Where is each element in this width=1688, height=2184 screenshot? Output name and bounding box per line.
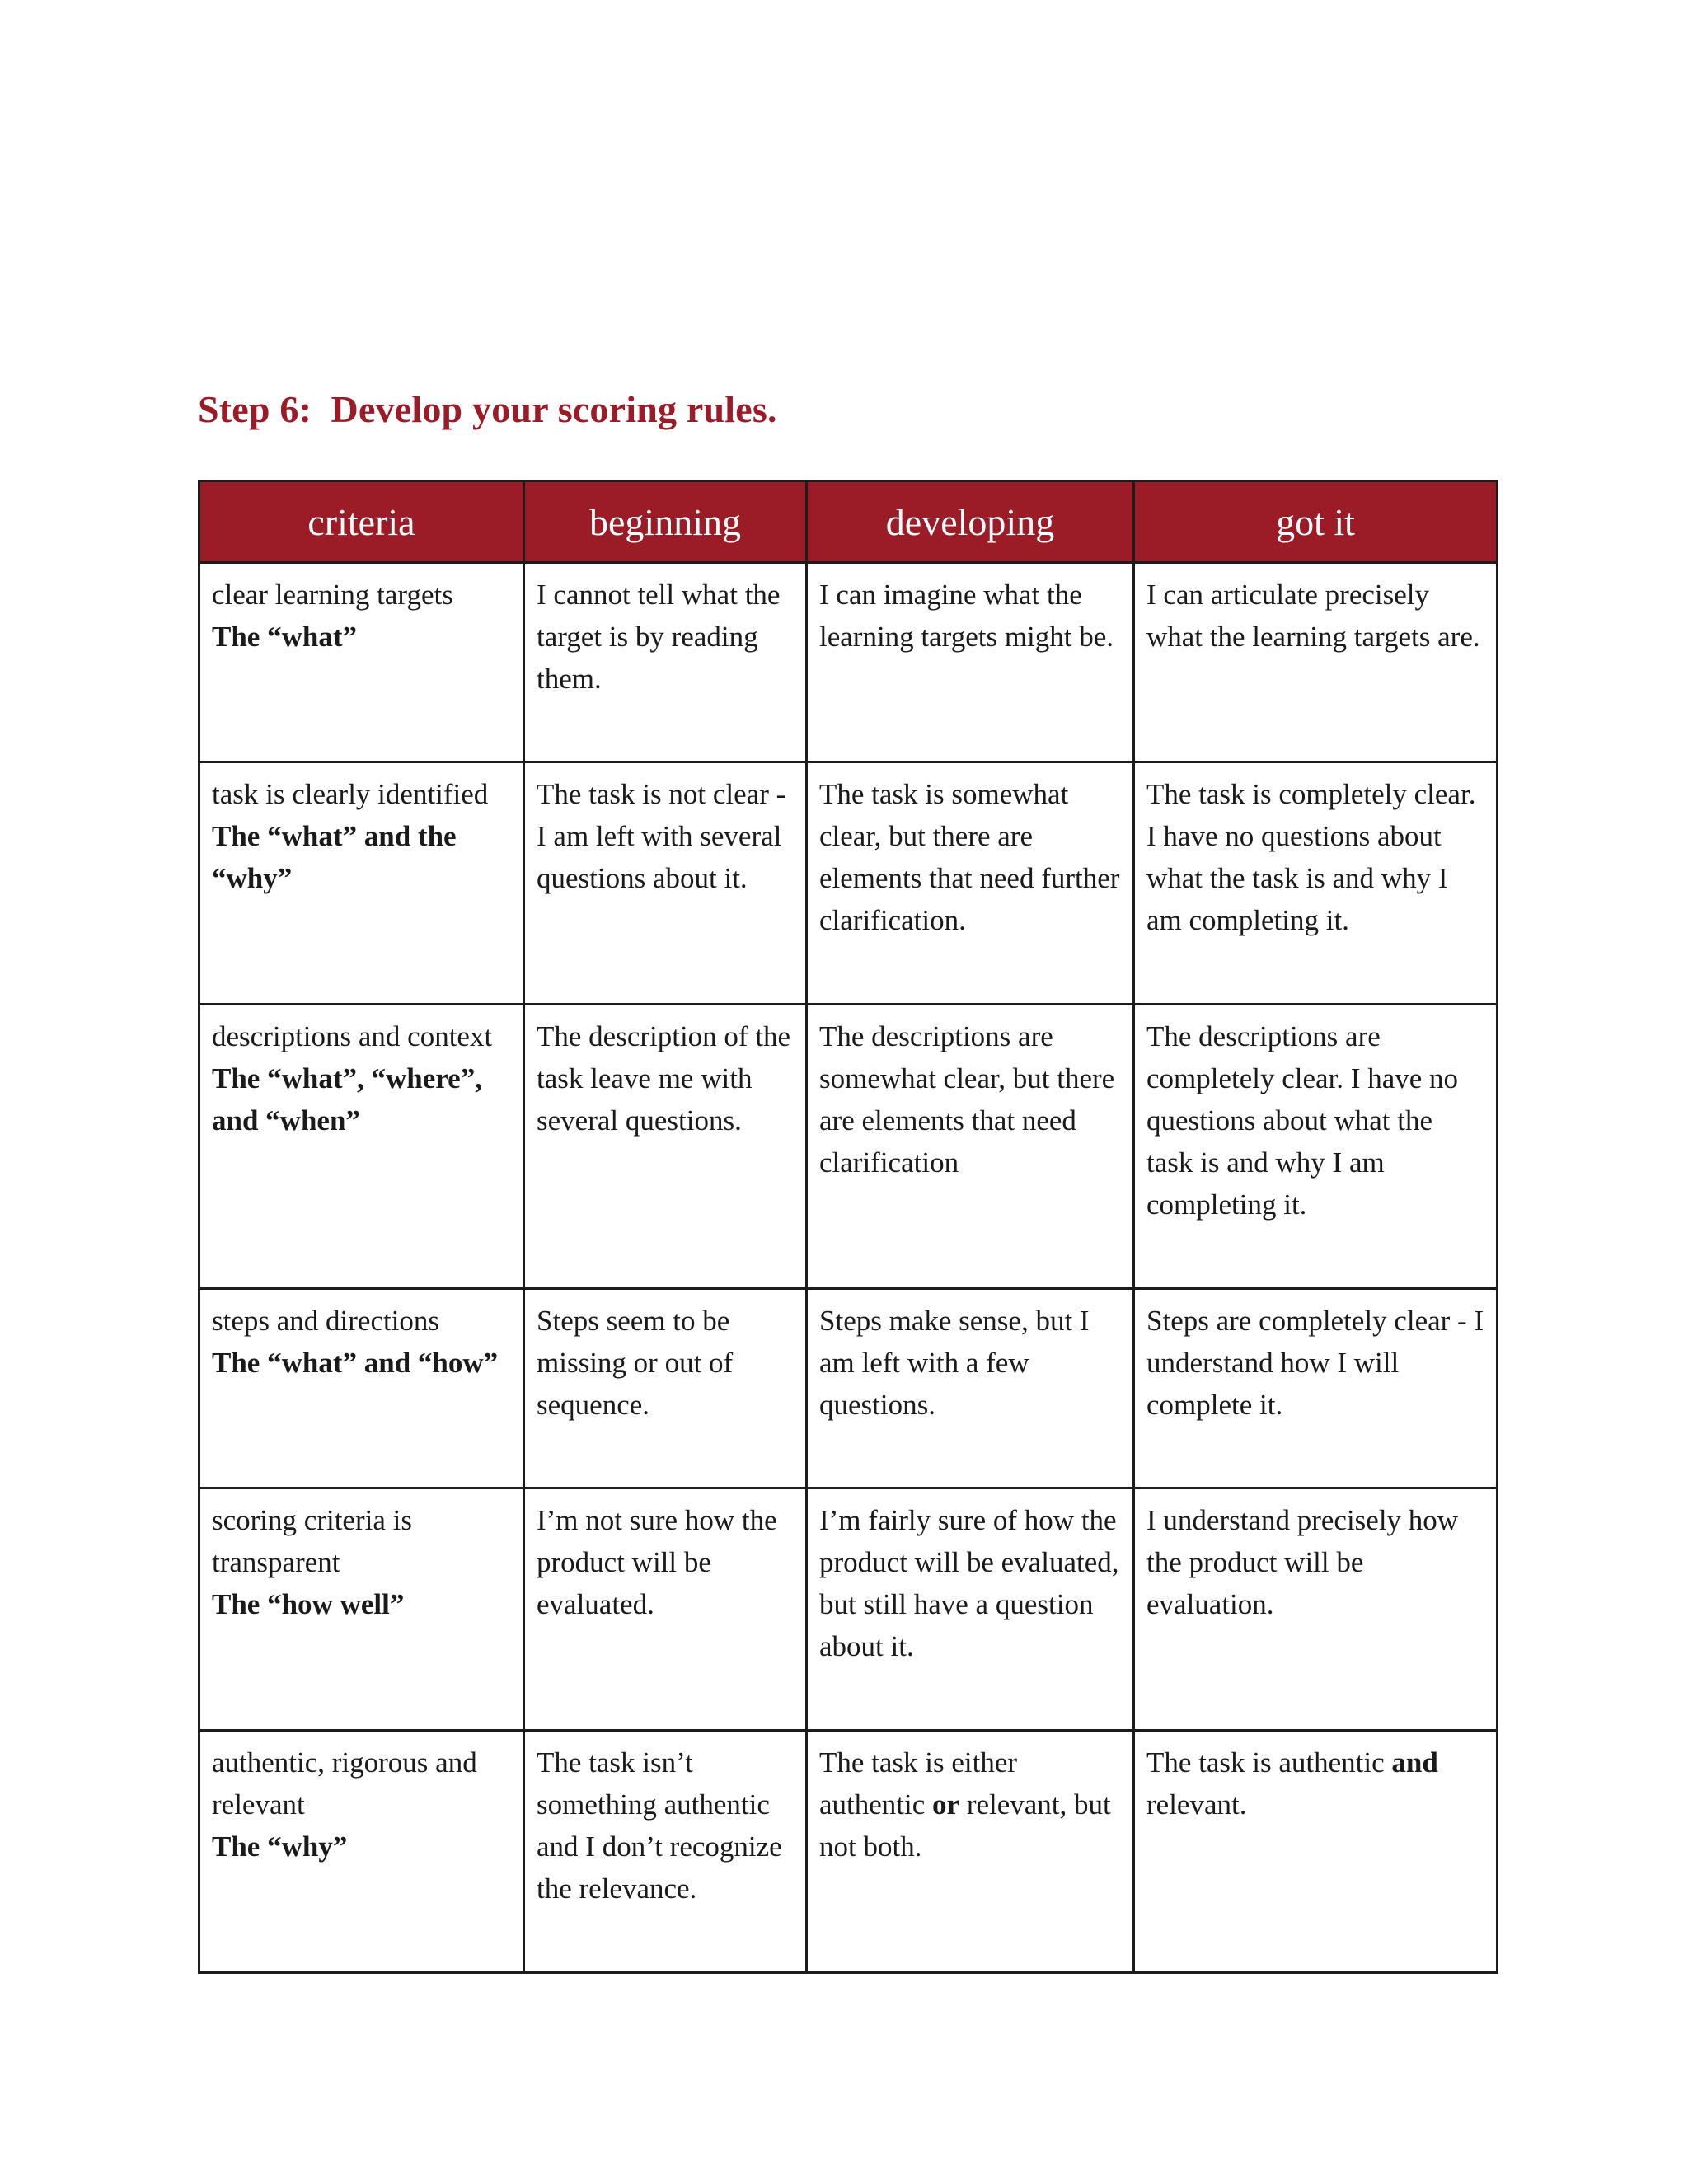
got-it-cell: The task is completely clear. I have no questions about what the task is and why I am completing it. — [1134, 762, 1498, 1005]
page-title: Step 6: Develop your scoring rules. — [198, 388, 777, 430]
criteria-cell — [199, 1731, 524, 1973]
beginning-cell: I’m not sure how the product will be evaluated. — [524, 1488, 807, 1731]
beginning-cell: The task isn’t something authentic and I don’t recognize the relevance. — [524, 1731, 807, 1973]
criteria-focus: The “what” and “how” — [212, 1347, 499, 1379]
scoring-rubric-table — [198, 480, 1498, 1974]
got-it-text-end: relevant. — [1146, 1788, 1247, 1821]
got-it-cell: I can articulate precisely what the learning targets are. — [1134, 563, 1498, 762]
criteria-focus: The “why” — [212, 1830, 348, 1863]
criteria-focus: The “how well” — [212, 1588, 405, 1620]
developing-cell — [807, 1731, 1134, 1973]
criteria-label: task is clearly identified — [212, 778, 489, 810]
table-row — [199, 762, 1498, 1005]
beginning-cell: Steps seem to be missing or out of sequence. — [524, 1289, 807, 1488]
table-row — [199, 563, 1498, 762]
beginning-cell: The description of the task leave me with several questions. — [524, 1005, 807, 1289]
developing-cell: The descriptions are somewhat clear, but there are elements that need clarification — [807, 1005, 1134, 1289]
criteria-label: descriptions and context — [212, 1020, 493, 1052]
criteria-label: authentic, rigorous and relevant — [212, 1746, 477, 1821]
developing-text-emphasis: or — [932, 1788, 960, 1821]
got-it-text-start: The task is authentic — [1146, 1746, 1392, 1779]
criteria-focus: The “what” — [212, 621, 357, 653]
header-beginning: beginning — [524, 481, 807, 563]
criteria-focus: The “what”, “where”, and “when” — [212, 1062, 482, 1137]
header-developing: developing — [807, 481, 1134, 563]
got-it-cell: The descriptions are completely clear. I have no questions about what the task is and why I am completing it. — [1134, 1005, 1498, 1289]
table-row — [199, 1488, 1498, 1731]
developing-cell: Steps make sense, but I am left with a few questions. — [807, 1289, 1134, 1488]
developing-text-start: The task is either authentic — [819, 1746, 1018, 1821]
header-row — [199, 481, 1498, 563]
got-it-cell: I understand precisely how the product will be evaluation. — [1134, 1488, 1498, 1731]
criteria-cell — [199, 563, 524, 762]
criteria-label: clear learning targets — [212, 579, 453, 611]
developing-text-end: relevant, but not both. — [819, 1788, 1111, 1863]
beginning-cell: The task is not clear - I am left with several questions about it. — [524, 762, 807, 1005]
table-row — [199, 1731, 1498, 1973]
criteria-cell — [199, 1005, 524, 1289]
got-it-cell: Steps are completely clear - I understand how I will complete it. — [1134, 1289, 1498, 1488]
got-it-text-emphasis: and — [1391, 1746, 1438, 1779]
criteria-label: steps and directions — [212, 1305, 440, 1337]
criteria-cell — [199, 1289, 524, 1488]
header-got-it: got it — [1134, 481, 1498, 563]
developing-cell: The task is somewhat clear, but there are elements that need further clarification. — [807, 762, 1134, 1005]
got-it-cell — [1134, 1731, 1498, 1973]
criteria-cell — [199, 1488, 524, 1731]
criteria-label: scoring criteria is transparent — [212, 1504, 412, 1578]
developing-cell: I’m fairly sure of how the product will be evaluated, but still have a question about it. — [807, 1488, 1134, 1731]
criteria-focus: The “what” and the “why” — [212, 820, 457, 894]
header-criteria: criteria — [199, 481, 524, 563]
table-row — [199, 1289, 1498, 1488]
beginning-cell: I cannot tell what the target is by reading them. — [524, 563, 807, 762]
table-row — [199, 1005, 1498, 1289]
developing-cell: I can imagine what the learning targets might be. — [807, 563, 1134, 762]
criteria-cell — [199, 762, 524, 1005]
